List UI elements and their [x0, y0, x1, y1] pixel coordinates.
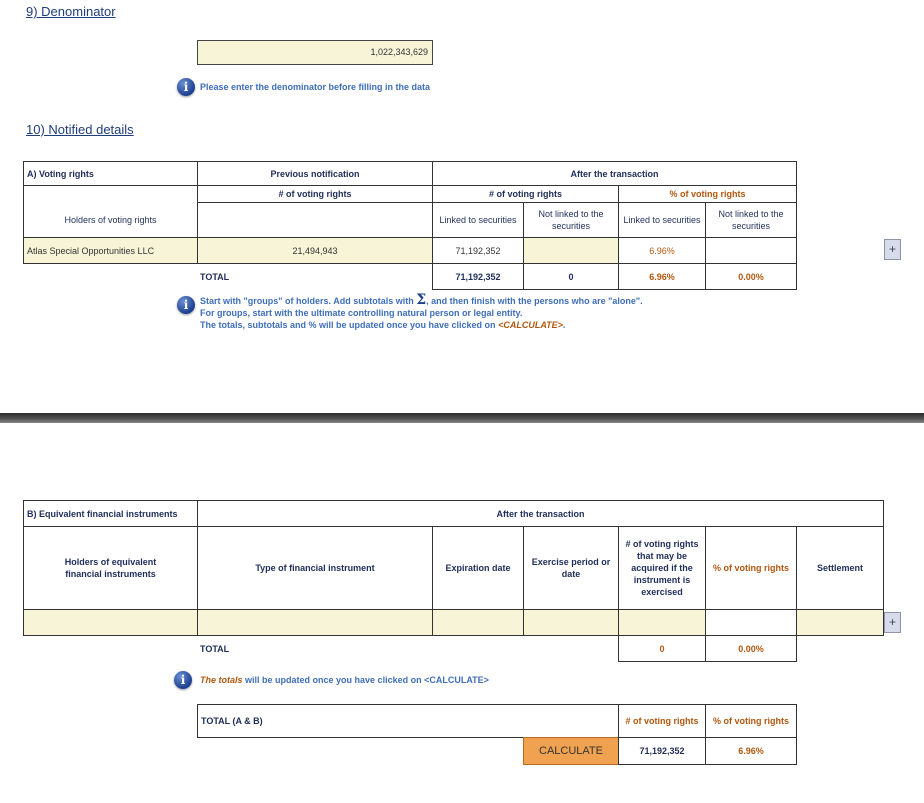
instruments-after-transaction-header: After the transaction [197, 500, 884, 527]
add-instrument-row-button[interactable] [884, 612, 901, 633]
notified-details-section-title[interactable]: 10) Notified details [26, 122, 134, 137]
linked-to-securities-header: Linked to securities [432, 202, 524, 238]
instruments-holders-header: Holders of equivalent financial instruments [23, 526, 198, 610]
info-icon: i [174, 671, 192, 689]
previous-voting-rights-cell[interactable]: 21,494,943 [197, 237, 433, 264]
instruments-total-label: TOTAL [200, 643, 230, 654]
sigma-icon: Σ [416, 292, 427, 308]
after-num-voting-rights-header: # of voting rights [432, 185, 619, 203]
instruments-section-label: B) Equivalent financial instruments [23, 500, 198, 527]
info-line3-c: . [562, 320, 566, 330]
voting-total-pct-not-linked: 0.00% [705, 263, 797, 290]
not-linked-to-securities-header: Not linked to the securities [523, 202, 619, 238]
voting-total-not-linked: 0 [523, 263, 619, 290]
denominator-info-text: Please enter the denominator before filling in the data [200, 82, 431, 92]
num-acquired-header: # of voting rights that may be acquired if the instrument is exercised [618, 526, 706, 610]
summary-num-value: 71,192,352 [618, 737, 706, 765]
info-line1-b: , and then finish with the persons who are "alone". [426, 296, 643, 306]
plus-icon: + [888, 615, 896, 629]
info-line3-b: <CALCULATE> [498, 320, 563, 330]
page-divider [0, 413, 924, 423]
instruments-total-num: 0 [618, 635, 706, 662]
info-icon: i [177, 78, 195, 96]
voting-total-pct-linked: 6.96% [618, 263, 706, 290]
instruments-info-text [200, 674, 489, 686]
instrument-type-input[interactable] [197, 609, 433, 636]
denominator-section-title[interactable]: 9) Denominator [26, 4, 116, 19]
previous-blank-cell [197, 202, 433, 238]
exercise-period-header: Exercise period or date [523, 526, 619, 610]
add-voting-row-button[interactable] [884, 239, 901, 260]
info-line2: For groups, start with the ultimate controlling natural person or legal entity. [200, 308, 523, 318]
pct-not-linked-cell [705, 237, 797, 264]
linked-voting-rights-cell[interactable]: 71,192,352 [432, 237, 524, 264]
previous-notification-header: Previous notification [197, 161, 433, 186]
instrument-pct-cell [705, 609, 797, 636]
instrument-holder-input[interactable] [23, 609, 198, 636]
previous-num-voting-rights-header: # of voting rights [197, 185, 433, 203]
voting-total-label: TOTAL [200, 271, 230, 282]
blank-header-cell [23, 185, 198, 203]
num-acquired-input[interactable] [618, 609, 706, 636]
plus-icon: + [888, 242, 896, 256]
summary-total-label: TOTAL (A & B) [197, 704, 619, 738]
exercise-period-input[interactable] [523, 609, 619, 636]
voting-rights-section-label: A) Voting rights [23, 161, 198, 186]
summary-num-header: # of voting rights [618, 704, 706, 738]
after-pct-voting-rights-header: % of voting rights [618, 185, 797, 203]
info-line3-a: The totals, subtotals and % will be updated once you have clicked on [200, 320, 496, 330]
not-linked-voting-rights-cell[interactable] [523, 237, 619, 264]
instruments-info-b: will be updated once you have clicked on <CALCULATE> [245, 675, 489, 685]
summary-pct-header: % of voting rights [705, 704, 797, 738]
settlement-input[interactable] [796, 609, 884, 636]
voting-total-linked: 71,192,352 [432, 263, 524, 290]
denominator-input[interactable]: 1,022,343,629 [197, 40, 433, 65]
calculate-button[interactable]: CALCULATE [523, 737, 619, 765]
info-icon: i [177, 296, 195, 314]
info-line1-a: Start with "groups" of holders. Add subtotals with [200, 296, 414, 306]
instrument-type-header: Type of financial instrument [197, 526, 433, 610]
voting-info-text [200, 294, 800, 331]
pct-linked-cell: 6.96% [618, 237, 706, 264]
instruments-pct-header: % of voting rights [705, 526, 797, 610]
expiration-date-input[interactable] [432, 609, 524, 636]
after-transaction-header: After the transaction [432, 161, 797, 186]
instruments-total-pct: 0.00% [705, 635, 797, 662]
summary-pct-value: 6.96% [705, 737, 797, 765]
holder-name-cell[interactable]: Atlas Special Opportunities LLC [23, 237, 198, 264]
expiration-date-header: Expiration date [432, 526, 524, 610]
instruments-info-a: The totals [200, 675, 243, 685]
settlement-header: Settlement [796, 526, 884, 610]
pct-not-linked-to-securities-header: Not linked to the securities [705, 202, 797, 238]
pct-linked-to-securities-header: Linked to securities [618, 202, 706, 238]
holders-of-voting-rights-header: Holders of voting rights [23, 202, 198, 238]
